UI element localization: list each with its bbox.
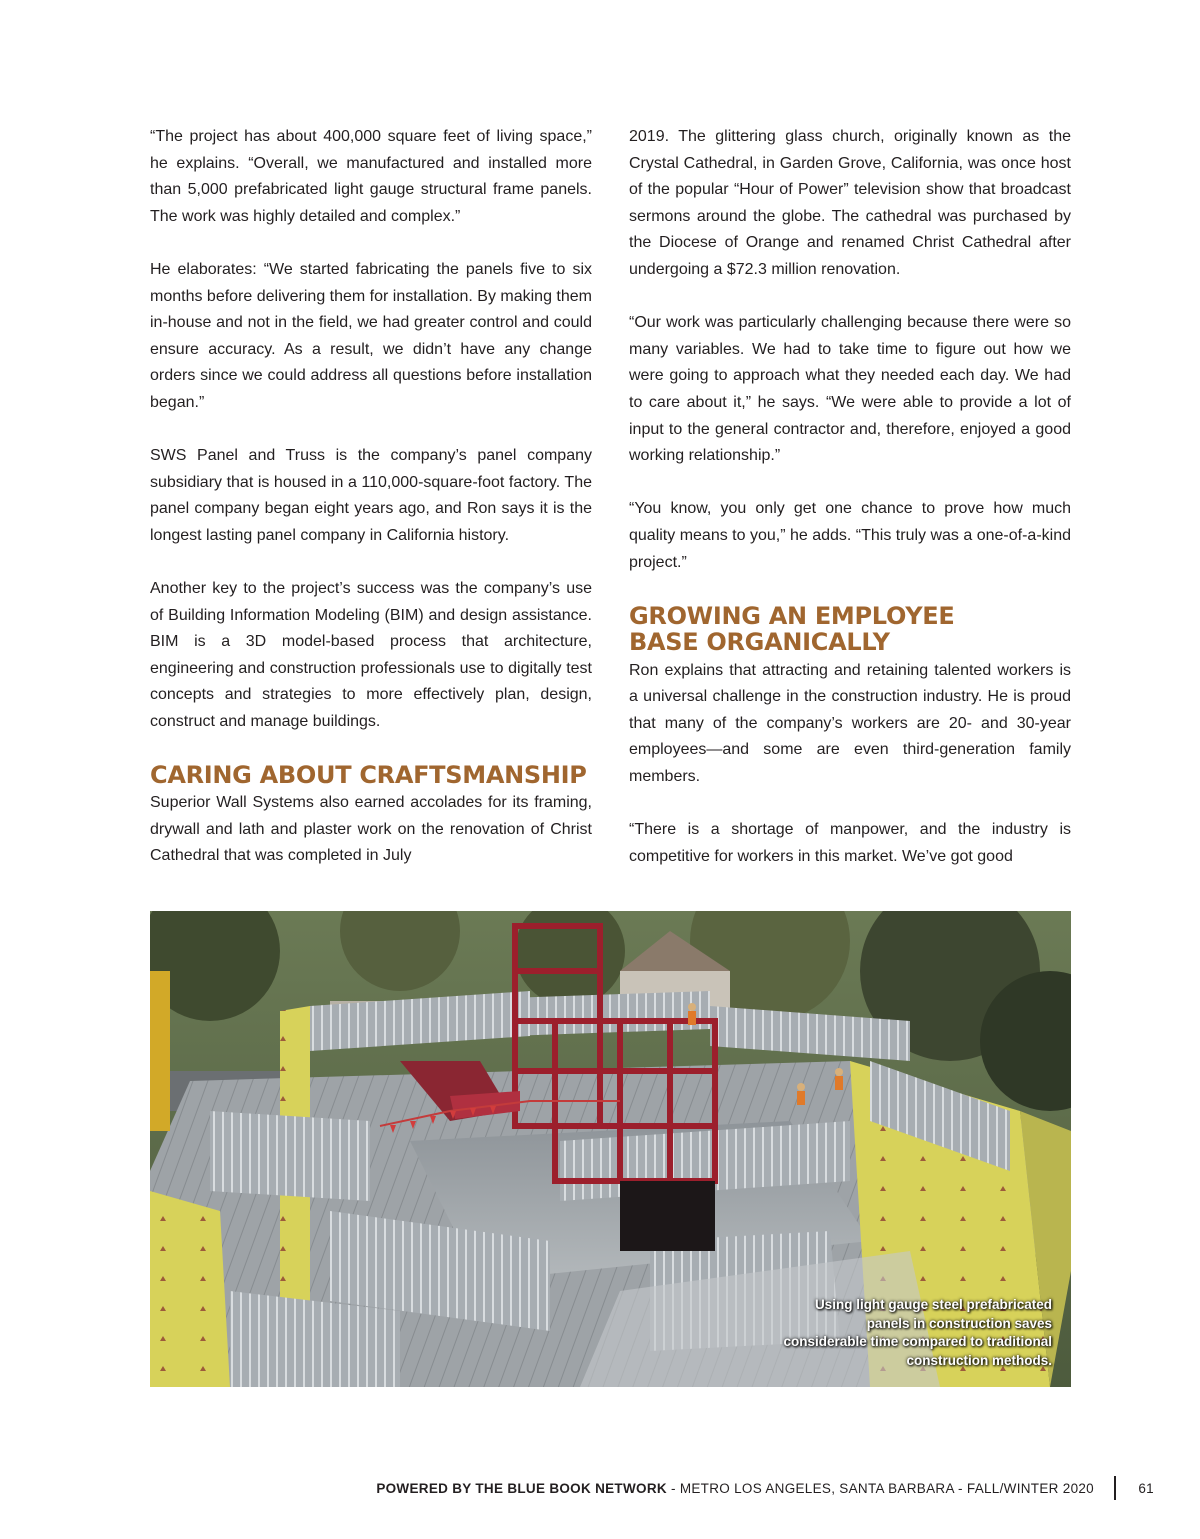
paragraph: 2019. The glittering glass church, originally known as the Crystal Cathedral, in Garden Grove, California, was once host of the popular “Hour of Power” television show that broadcast sermons around the globe. The cathedral was purchased by the Diocese of Orange and renamed Christ Cathedral after undergoing a $72.3 million renovation. [629,128,1071,278]
heading-line: BASE ORGANICALLY [629,627,890,656]
paragraph: He elaborates: “We started fabricating the panels five to six months before delivering them for installation. By making them in-house and not in the field, we had greater control and could ensure accuracy. As a result, we didn’t have any change orders since we could address all questions before installation began.” [150,260,592,411]
footer-publication [376,1478,1094,1500]
paragraph: “The project has about 400,000 square feet of living space,” he explains. “Overall, we manufactured and installed more than 5,000 prefabricated light gauge structural frame panels. The work was highly detailed and complex.” [150,128,592,225]
footer-divider [1114,1476,1116,1500]
page-footer [0,1478,1154,1500]
paragraph: “There is a shortage of manpower, and the industry is competitive for workers in this market. We’ve got good [629,821,1071,865]
footer-publisher: POWERED BY THE BLUE BOOK NETWORK [376,1481,667,1496]
paragraph: “Our work was particularly challenging because there were so many variables. We had to take time to figure out how we were going to approach what they needed each day. We had to care about it,” he says. “We were able to provide a lot of input to the general contractor and, therefore, enjoyed a good working relationship.” [629,314,1071,465]
page-number: 61 [1138,1481,1154,1496]
article-left-column [150,124,592,870]
heading-line: GROWING AN EMPLOYEE [629,601,955,630]
construction-site-photo [150,911,1071,1387]
paragraph: Superior Wall Systems also earned accolades for its framing, drywall and lath and plaster work on the renovation of Christ Cathedral that was completed in July [150,794,592,865]
photo-caption: Using light gauge steel prefabricated panels in construction saves considerable time compared to traditional construction methods. [783,1297,1052,1368]
paragraph: “You know, you only get one chance to prove how much quality means to you,” he adds. “This truly was a one-of-a-kind project.” [629,500,1071,571]
footer-edition: - METRO LOS ANGELES, SANTA BARBARA - FALL/WINTER 2020 [666,1481,1094,1496]
paragraph: Another key to the project’s success was the company’s use of Building Information Modeling (BIM) and design assistance. BIM is a 3D model-based process that architecture, engineering and construction professionals use to digitally test concepts and strategies to more effectively plan, design, construct and manage buildings. [150,580,592,731]
paragraph: SWS Panel and Truss is the company’s panel company subsidiary that is housed in a 110,000-square-foot factory. The panel company began eight years ago, and Ron says it is the longest lasting panel company in California history. [150,447,592,544]
section-heading-craftsmanship: CARING ABOUT CRAFTSMANSHIP [150,761,587,790]
section-heading-employee-base [629,603,1071,655]
paragraph: Ron explains that attracting and retaining talented workers is a universal challenge in the construction industry. He is proud that many of the company’s workers are 20- and 30-year employees—and some are even third-generation family members. [629,661,1071,786]
article-right-column [629,124,1071,870]
